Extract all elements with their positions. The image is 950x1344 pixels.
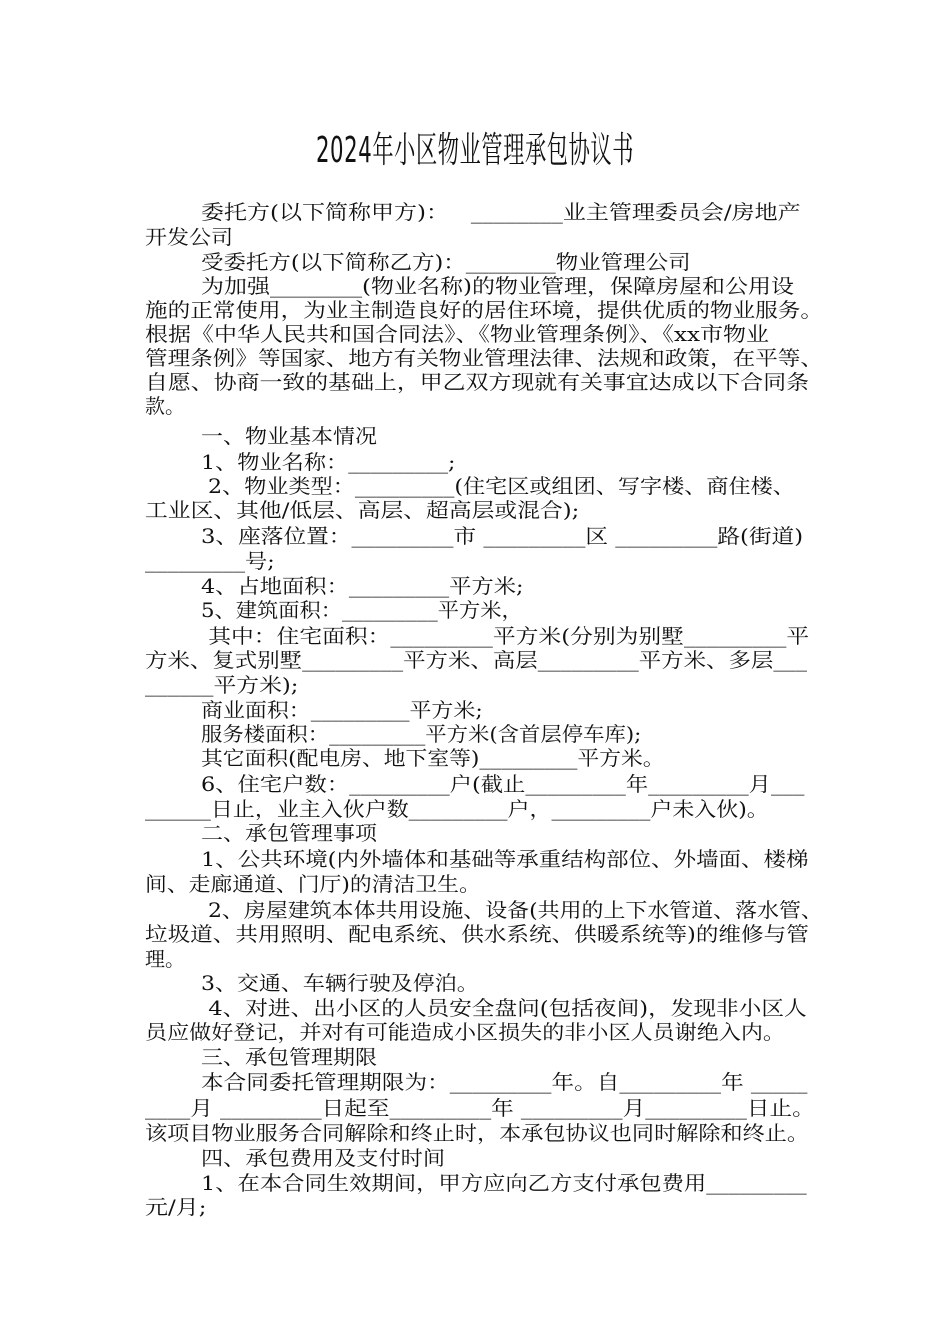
document-line: 4、占地面积：_________平方米; <box>201 574 524 598</box>
document-title: 2024年小区物业管理承包协议书 <box>315 130 635 171</box>
document-line: 商业面积：_________平方米; <box>201 698 483 722</box>
document-line: 委托方(以下简称甲方)： ________业主管理委员会/房地产 <box>201 200 801 224</box>
document-line: 1、物业名称：_________; <box>201 450 456 474</box>
document-line: 方米、复式别墅_________平方米、高层_________平方米、多层___ <box>145 648 808 672</box>
document-line: 2、物业类型：_________(住宅区或组团、写字楼、商住楼、 <box>201 474 795 498</box>
document-line: 开发公司 <box>145 225 233 249</box>
document-line: 3、座落位置：_________市 _________区 _________路(街道) <box>201 524 804 548</box>
document-line: 本合同委托管理期限为：_________年。自_________年 _____ <box>201 1070 808 1094</box>
document-line: 员应做好登记，并对有可能造成小区损失的非小区人员谢绝入内。 <box>145 1020 785 1044</box>
document-line: 工业区、其他/低层、高层、超高层或混合); <box>145 498 580 522</box>
document-line: _________号; <box>145 549 275 573</box>
document-line: 款。 <box>145 394 185 418</box>
document-line: 1、在本合同生效期间，甲方应向乙方支付承包费用_________ <box>201 1171 807 1195</box>
document-line: 其中：住宅面积：_________平方米(分别为别墅_________平 <box>201 624 810 648</box>
document-line: ______平方米); <box>145 673 299 697</box>
document-line: 三、承包管理期限 <box>201 1045 377 1069</box>
document-line: 3、交通、车辆行驶及停泊。 <box>201 971 479 995</box>
document-line: 施的正常使用，为业主制造良好的居住环境，提供优质的物业服务。 <box>145 298 823 322</box>
document-line: 二、承包管理事项 <box>201 821 377 845</box>
document-line: 4、对进、出小区的人员安全盘问(包括夜间)，发现非小区人 <box>201 996 807 1020</box>
document-line: 其它面积(配电房、地下室等)_________平方米。 <box>201 746 665 770</box>
document-line: 四、承包费用及支付时间 <box>201 1146 445 1170</box>
document-line: 为加强________(物业名称)的物业管理，保障房屋和公用设 <box>201 274 794 298</box>
document-line: 一、物业基本情况 <box>201 424 377 448</box>
document-line: 5、建筑面积：_________平方米， <box>201 598 523 622</box>
document-line: ____月 _________日起至_________年 _________月_________日止。 <box>145 1096 815 1120</box>
document-line: ______日止，业主入伙户数_________户，_________户未入伙)。 <box>145 797 769 821</box>
document-line: 该项目物业服务合同解除和终止时，本承包协议也同时解除和终止。 <box>145 1121 809 1145</box>
document-line: 自愿、协商一致的基础上，甲乙双方现就有关事宜达成以下合同条 <box>145 370 809 394</box>
document-line: 元/月; <box>145 1195 207 1219</box>
document-line: 6、住宅户数：_________户(截止_________年_________月___ <box>201 772 805 796</box>
document-line: 管理条例》等国家、地方有关物业管理法律、法规和政策，在平等、 <box>145 346 823 370</box>
document-line: 服务楼面积：_________平方米(含首层停车库); <box>201 722 642 746</box>
document-line: 1、公共环境(内外墙体和基础等承重结构部位、外墙面、楼梯 <box>201 847 809 871</box>
document-line: 垃圾道、共用照明、配电系统、供水系统、供暖系统等)的维修与管 <box>145 922 809 946</box>
document-line: 2、房屋建筑本体共用设施、设备(共用的上下水管道、落水管、 <box>201 898 823 922</box>
document-line: 受委托方(以下简称乙方)：________物业管理公司 <box>201 250 691 274</box>
document-line: 间、走廊通道、门厅)的清洁卫生。 <box>145 872 481 896</box>
document-line: 根据《中华人民共和国合同法》、《物业管理条例》、《xx市物业 <box>145 322 769 346</box>
document-line: 理。 <box>145 947 185 971</box>
